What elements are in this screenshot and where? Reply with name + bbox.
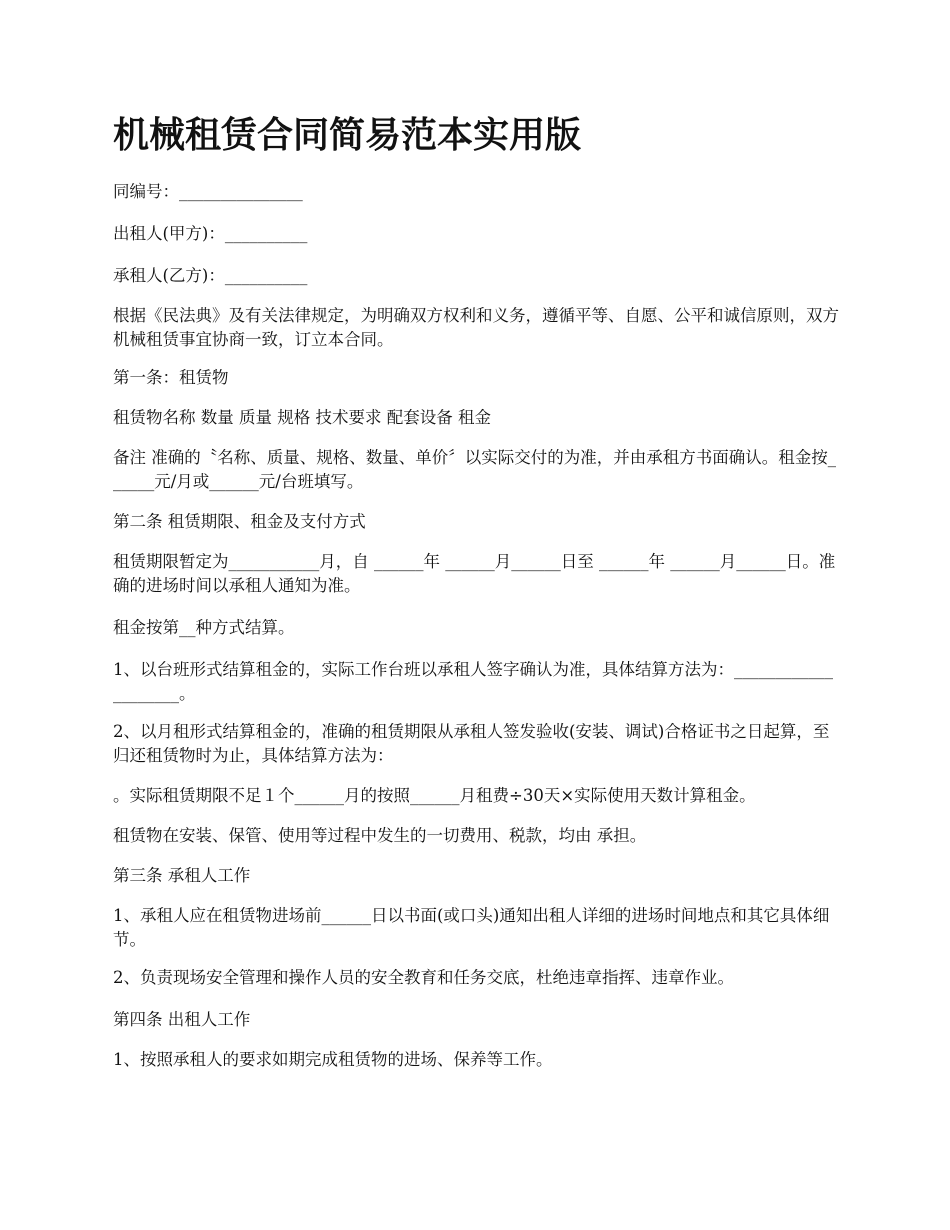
partial-month-paragraph: 。实际租赁期限不足１个______月的按照______月租费÷30天×实际使用天数计算租金。 xyxy=(113,786,756,805)
preamble-paragraph: 根据《民法典》及有关法律规定，为明确双方权利和义务，遵循平等、自愿、公平和诚信原则，双方机械租赁事宜协商一致，订立本合同。 xyxy=(113,306,839,349)
lessee-line: 承租人(乙方)：__________ xyxy=(113,266,308,285)
lease-term-paragraph: 租赁期限暂定为___________月，自 ______年 ______月______日至 ______年 ______月______日。准确的进场时间以承租人通知为准。 xyxy=(113,552,836,595)
article-1-heading: 第一条：租赁物 xyxy=(113,368,229,387)
shift-settlement-paragraph: 1、以台班形式结算租金的，实际工作台班以承租人签字确认为准，具体结算方法为：____________________。 xyxy=(113,660,833,703)
settlement-method-line: 租金按第__种方式结算。 xyxy=(113,618,295,637)
lessor-line: 出租人(甲方)：__________ xyxy=(113,224,308,243)
monthly-settlement-paragraph: 2、以月租形式结算租金的，准确的租赁期限从承租人签发验收(安装、调试)合格证书之日起算，至归还租赁物时为止，具体结算方法为： xyxy=(113,722,830,765)
costs-paragraph: 租赁物在安装、保管、使用等过程中发生的一切费用、税款，均由 承担。 xyxy=(113,826,647,845)
contract-number-line: 同编号：_______________ xyxy=(113,182,303,201)
lessor-duty-1: 1、按照承租人的要求如期完成租赁物的进场、保养等工作。 xyxy=(113,1050,553,1069)
document-title: 机械租赁合同简易范本实用版 xyxy=(113,114,582,156)
article-4-heading: 第四条 出租人工作 xyxy=(113,1010,251,1029)
article-2-heading: 第二条 租赁期限、租金及支付方式 xyxy=(113,512,366,531)
remarks-paragraph: 备注 准确的〝名称、质量、规格、数量、单价〞以实际交付的为准，并由承租方书面确认。租金按______元/月或______元/台班填写。 xyxy=(113,448,836,491)
lease-item-columns: 租赁物名称 数量 质量 规格 技术要求 配套设备 租金 xyxy=(113,408,491,427)
lessee-duty-1: 1、承租人应在租赁物进场前______日以书面(或口头)通知出租人详细的进场时间地点和其它具体细节。 xyxy=(113,906,830,949)
lessee-duty-2: 2、负责现场安全管理和操作人员的安全教育和任务交底，杜绝违章指挥、违章作业。 xyxy=(113,968,734,987)
article-3-heading: 第三条 承租人工作 xyxy=(113,866,251,885)
